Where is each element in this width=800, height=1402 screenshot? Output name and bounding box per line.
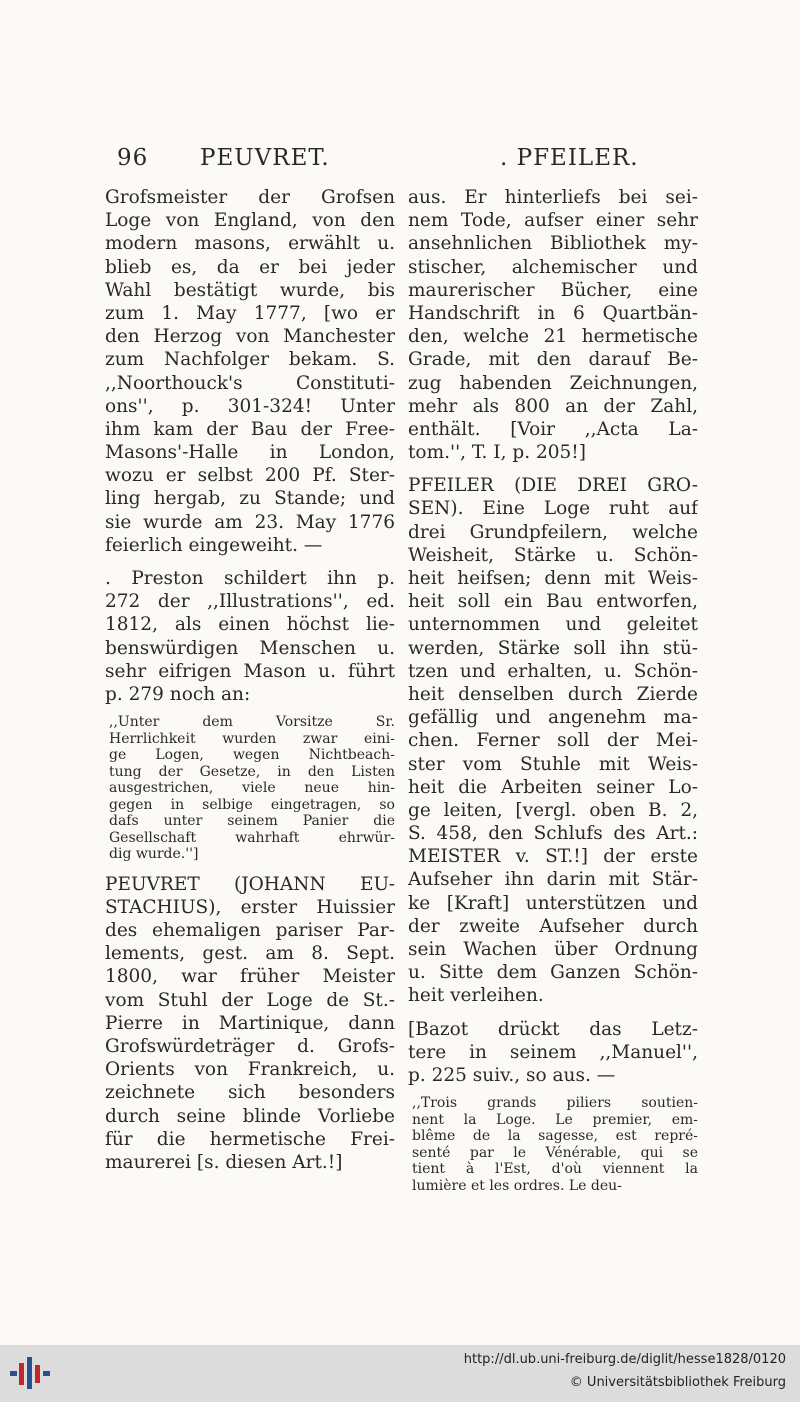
text-line: Grofsmeister der Grofsen — [105, 187, 395, 208]
right-text-column — [408, 186, 698, 1194]
text-line: PFEILER (DIE DREI GRO- — [408, 475, 698, 497]
library-logo-icon — [8, 1353, 52, 1393]
text-line: zum 1. May 1777, [wo er — [105, 302, 395, 324]
text-line: sie wurde am 23. May 1776 — [105, 511, 395, 533]
paragraph — [408, 1018, 698, 1088]
text-line: heit verleihen. — [408, 985, 544, 1007]
text-line: nem Tode, aufser einer sehr — [408, 210, 698, 232]
text-line: dig wurde.''] — [109, 846, 199, 863]
text-line: ke [Kraft] unterstützen und — [408, 892, 698, 914]
text-line: ling hergab, zu Stande; und — [105, 488, 395, 510]
text-line: zug habenden Zeichnungen, — [408, 372, 698, 394]
entry-paragraph — [105, 873, 395, 1174]
text-line: S. 458, den Schlufs des Art.: — [408, 823, 698, 845]
text-line: PEUVRET (JOHANN EU- — [105, 873, 395, 895]
text-line: ster vom Stuhle mit Weis- — [408, 753, 698, 775]
text-line: mehr als 800 an der Zahl, — [408, 395, 698, 417]
running-head-left: PEUVRET. — [200, 145, 330, 171]
text-line: Orients von Frankreich, u. — [105, 1059, 395, 1081]
text-line: ausgestrichen, viele neue hin- — [109, 780, 395, 797]
paragraph — [105, 186, 395, 557]
text-line: heit soll ein Bau entworfen, — [408, 591, 698, 613]
text-line: werden, Stärke soll ihn stü- — [408, 637, 698, 659]
text-line: den, welche 21 hermetische — [408, 326, 698, 348]
viewer-footer — [0, 1345, 800, 1402]
text-line: maurerei [s. diesen Art.!] — [105, 1151, 343, 1173]
copyright-notice: © Universitätsbibliothek Freiburg — [569, 1375, 786, 1390]
text-line: ge leiten, [vergl. oben B. 2, — [408, 799, 698, 821]
text-line: den Herzog von Manchester — [105, 326, 395, 348]
text-line: blême de la sagesse, est repré- — [412, 1128, 698, 1145]
text-line: modern masons, erwählt u. — [105, 233, 395, 255]
text-line: wozu er selbst 200 Pf. Ster- — [105, 465, 395, 487]
paragraph — [408, 186, 698, 464]
text-line: gegen in selbige eingetragen, so — [109, 796, 395, 813]
text-line: zum Nachfolger bekam. S. — [105, 349, 395, 371]
text-line: tzen und erhalten, u. Schön- — [408, 660, 698, 682]
text-line: ge Logen, wegen Nichtbeach- — [109, 747, 395, 764]
text-line: ihm kam der Bau der Free- — [105, 418, 395, 440]
text-line: sein Wachen über Ordnung — [408, 939, 698, 960]
text-line: heit denselben durch Zierde — [408, 683, 698, 705]
text-line: Grofswürdeträger d. Grofs- — [105, 1035, 395, 1057]
paragraph — [105, 567, 395, 706]
text-line: unternommen und geleitet — [408, 614, 698, 636]
text-line: ansehnlichen Bibliothek my- — [408, 233, 698, 255]
text-line: ,,Trois grands piliers soutien- — [412, 1095, 698, 1112]
permalink-url[interactable]: http://dl.ub.uni-freiburg.de/diglit/hesse1828/0120 — [463, 1352, 786, 1367]
text-line: Pierre in Martinique, dann — [105, 1012, 395, 1034]
text-line: durch seine blinde Vorliebe — [105, 1105, 395, 1127]
text-line: tung der Gesetze, in den Listen — [109, 763, 395, 780]
text-line: tom.'', T. I, p. 205!] — [408, 442, 586, 464]
text-line: heit heifsen; denn mit Weis- — [408, 568, 698, 589]
text-line: Gesellschaft wahrhaft ehrwür- — [109, 829, 395, 846]
text-line: nent la Loge. Le premier, em- — [412, 1111, 698, 1128]
text-line: Wahl bestätigt wurde, bis — [105, 279, 395, 301]
text-line: Handschrift in 6 Quartbän- — [408, 302, 698, 324]
running-head-right: . PFEILER. — [500, 145, 639, 171]
text-line: feierlich eingeweiht. — — [105, 534, 323, 556]
text-line: p. 225 suiv., so aus. — — [408, 1064, 616, 1086]
text-line: Loge von England, von den — [105, 210, 395, 232]
text-line: p. 279 noch an: — [105, 683, 251, 705]
text-line: MEISTER v. ST.!] der erste — [408, 846, 698, 868]
text-line: zeichnete sich besonders — [105, 1082, 395, 1104]
text-line: ons'', p. 301-324! Unter — [105, 395, 395, 417]
text-line: drei Grundpfeilern, welche — [408, 521, 698, 543]
text-line: vom Stuhl der Loge de St.- — [105, 989, 395, 1011]
text-line: 1812, als einen höchst lie- — [105, 614, 395, 636]
text-line: Herrlichkeit wurden zwar eini- — [109, 730, 395, 747]
text-line: stischer, alchemischer und — [408, 256, 698, 278]
text-line: 1800, war früher Meister — [105, 966, 395, 988]
text-line: . Preston schildert ihn p. — [105, 568, 395, 589]
text-line: chen. Ferner soll der Mei- — [408, 730, 698, 752]
text-line: lumière et les ordres. Le deu- — [412, 1177, 622, 1194]
text-line: benswürdigen Menschen u. — [105, 637, 395, 659]
text-line: STACHIUS), erster Huissier — [105, 896, 395, 918]
left-text-column — [105, 186, 395, 1174]
text-line: dafs unter seinem Panier die — [109, 813, 395, 830]
text-line: blieb es, da er bei jeder — [105, 256, 395, 278]
text-line: [Bazot drückt das Letz- — [408, 1018, 698, 1040]
text-line: Masons'-Halle in London, — [105, 442, 395, 464]
text-line: maurerischer Bücher, eine — [408, 279, 698, 301]
text-line: für die hermetische Frei- — [105, 1128, 395, 1150]
text-line: heit die Arbeiten seiner Lo- — [408, 776, 698, 798]
text-line: lements, gest. am 8. Sept. — [105, 943, 395, 965]
text-line: ,,Noorthouck's Constituti- — [105, 372, 395, 394]
text-line: sehr eifrigen Mason u. führt — [105, 660, 395, 682]
text-line: Aufseher ihn darin mit Stär- — [408, 869, 698, 891]
text-line: Weisheit, Stärke u. Schön- — [408, 544, 698, 566]
block-quote — [408, 1095, 698, 1194]
text-line: ,,Unter dem Vorsitze Sr. — [109, 714, 395, 731]
text-line: aus. Er hinterliefs bei sei- — [408, 187, 698, 208]
entry-paragraph — [408, 474, 698, 1007]
block-quote — [105, 714, 395, 863]
text-line: enthält. [Voir ,,Acta La- — [408, 418, 698, 440]
text-line: des ehemaligen pariser Par- — [105, 920, 395, 941]
text-line: SEN). Eine Loge ruht auf — [408, 498, 698, 520]
text-line: der zweite Aufseher durch — [408, 915, 698, 937]
text-line: Grade, mit den darauf Be- — [408, 349, 698, 371]
text-line: 272 der ,,Illustrations'', ed. — [105, 591, 395, 613]
page-number: 96 — [117, 145, 149, 171]
text-line: u. Sitte dem Ganzen Schön- — [408, 962, 698, 984]
text-line: tere in seinem ,,Manuel'', — [408, 1041, 698, 1063]
text-line: tient à l'Est, d'où viennent la — [412, 1161, 698, 1178]
text-line: senté par le Vénérable, qui se — [412, 1144, 698, 1161]
text-line: gefällig und angenehm ma- — [408, 707, 698, 729]
